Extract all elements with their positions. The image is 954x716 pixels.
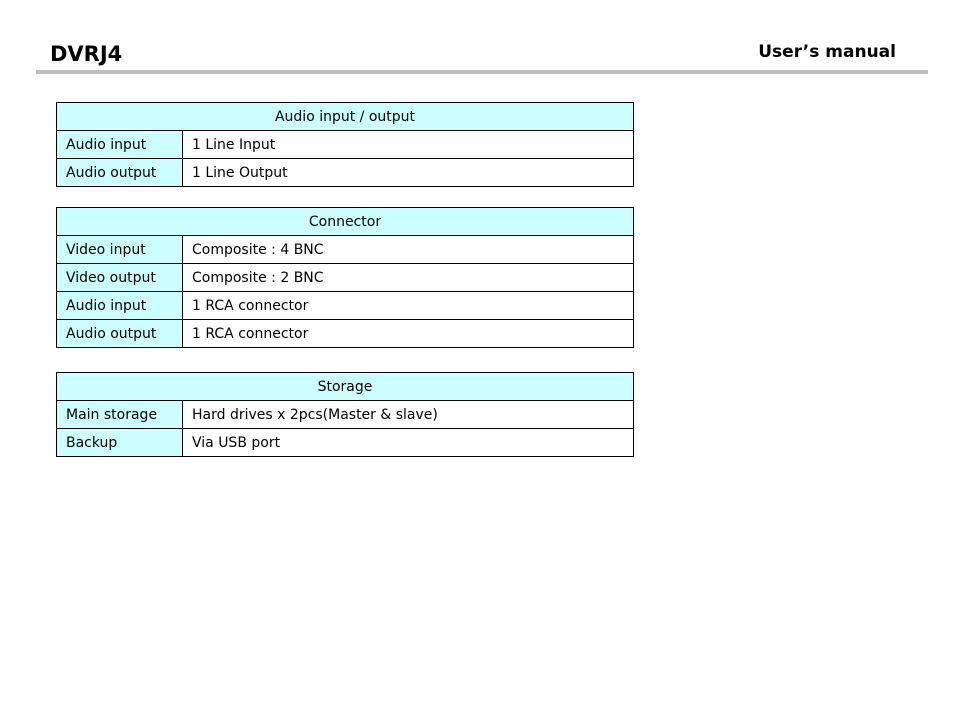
document-title: DVRJ4 bbox=[50, 42, 123, 66]
row-label: Video output bbox=[57, 264, 183, 292]
row-value: Composite : 2 BNC bbox=[183, 264, 634, 292]
row-label: Audio output bbox=[57, 159, 183, 187]
table-row bbox=[57, 429, 634, 457]
table-row bbox=[57, 264, 634, 292]
table-row bbox=[57, 236, 634, 264]
row-value: Hard drives x 2pcs(Master & slave) bbox=[183, 401, 634, 429]
table-row bbox=[57, 292, 634, 320]
audio-io-table bbox=[56, 102, 634, 187]
table-title: Connector bbox=[57, 208, 634, 236]
table-row bbox=[57, 401, 634, 429]
table-header-row bbox=[57, 208, 634, 236]
row-label: Audio input bbox=[57, 131, 183, 159]
row-label: Video input bbox=[57, 236, 183, 264]
row-value: 1 RCA connector bbox=[183, 292, 634, 320]
table-header-row bbox=[57, 103, 634, 131]
row-value: 1 Line Input bbox=[183, 131, 634, 159]
row-value: Composite : 4 BNC bbox=[183, 236, 634, 264]
storage-table bbox=[56, 372, 634, 457]
row-label: Audio input bbox=[57, 292, 183, 320]
header-divider bbox=[36, 70, 928, 74]
table-row bbox=[57, 320, 634, 348]
manual-label: User’s manual bbox=[758, 42, 896, 62]
connector-table bbox=[56, 207, 634, 348]
row-value: Via USB port bbox=[183, 429, 634, 457]
row-value: 1 Line Output bbox=[183, 159, 634, 187]
table-row bbox=[57, 131, 634, 159]
row-label: Audio output bbox=[57, 320, 183, 348]
table-title: Audio input / output bbox=[57, 103, 634, 131]
row-value: 1 RCA connector bbox=[183, 320, 634, 348]
row-label: Main storage bbox=[57, 401, 183, 429]
table-header-row bbox=[57, 373, 634, 401]
table-row bbox=[57, 159, 634, 187]
table-title: Storage bbox=[57, 373, 634, 401]
row-label: Backup bbox=[57, 429, 183, 457]
